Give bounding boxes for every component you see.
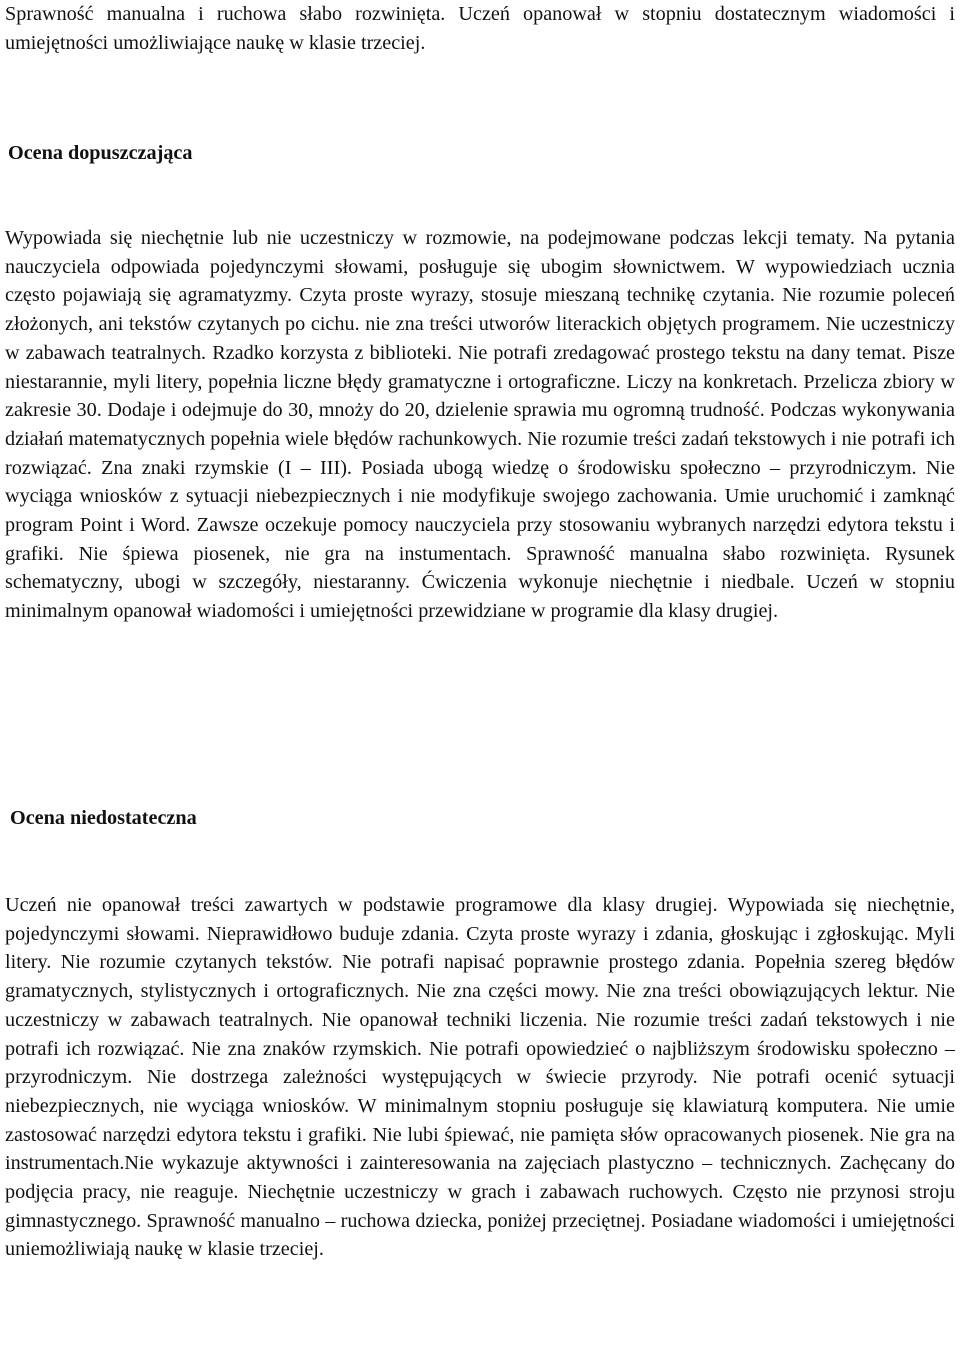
section-heading-niedostateczna: Ocena niedostateczna	[10, 807, 197, 829]
section-heading-dopuszczajaca: Ocena dopuszczająca	[8, 142, 193, 164]
section-body-dopuszczajaca: Wypowiada się niechętnie lub nie uczestniczy w rozmowie, na podejmowane podczas lekcji tematy. Na pytania nauczyciela odpowiada pojedynczymi słowami, posługuje się ubogim słownictwem. W wypowiedziach ucznia często pojawiają się agramatyzmy. Czyta proste wyrazy, stosuje mieszaną technikę czytania. Nie rozumie poleceń złożonych, ani tekstów czytanych po cichu. nie zna treści utworów literackich objętych programem. Nie uczestniczy w zabawach teatralnych. Rzadko korzysta z biblioteki. Nie potrafi zredagować prostego tekstu na dany temat. Pisze niestarannie, myli litery, popełnia liczne błędy gramatyczne i ortograficzne. Liczy na konkretach. Przelicza zbiory w zakresie 30. Dodaje i odejmuje do 30, mnoży do 20, dzielenie sprawia mu ogromną trudność. Podczas wykonywania działań matematycznych popełnia wiele błędów rachunkowych. Nie rozumie treści zadań tekstowych i nie potrafi ich rozwiązać. Zna znaki rzymskie (I – III). Posiada ubogą wiedzę o środowisku społeczno – przyrodniczym. Nie wyciąga wniosków z sytuacji niebezpiecznych i nie modyfikuje swojego zachowania. Umie uruchomić i zamknąć program Point i Word. Zawsze oczekuje pomocy nauczyciela przy stosowaniu wybranych narzędzi edytora tekstu i grafiki. Nie śpiewa piosenek, nie gra na instumentach. Sprawność manualna słabo rozwinięta. Rysunek schematyczny, ubogi w szczegóły, niestaranny. Ćwiczenia wykonuje niechętnie i niedbale. Uczeń w stopniu minimalnym opanował wiadomości i umiejętności przewidziane w programie dla klasy drugiej.	[5, 227, 955, 623]
section-body-niedostateczna: Uczeń nie opanował treści zawartych w podstawie programowe dla klasy drugiej. Wypowiada się niechętnie, pojedynczymi słowami. Nieprawidłowo buduje zdania. Czyta proste wyrazy i zdania, głoskując i zgłoskując. Myli litery. Nie rozumie czytanych tekstów. Nie potrafi napisać poprawnie prostego zdania. Popełnia szereg błędów gramatycznych, stylistycznych i ortograficznych. Nie zna części mowy. Nie zna treści obowiązujących lektur. Nie uczestniczy w zabawach teatralnych. Nie opanował techniki liczenia. Nie rozumie treści zadań tekstowych i nie potrafi ich rozwiązać. Nie zna znaków rzymskich. Nie potrafi opowiedzieć o najbliższym środowisku społeczno – przyrodniczym. Nie dostrzega zależności występujących w świecie przyrody. Nie potrafi ocenić sytuacji niebezpiecznych, nie wyciąga wniosków. W minimalnym stopniu posługuje się klawiaturą komputera. Nie umie zastosować narzędzi edytora tekstu i grafiki. Nie lubi śpiewać, nie pamięta słów opracowanych piosenek. Nie gra na instrumentach.Nie wykazuje aktywności i zainteresowania na zajęciach plastyczno – technicznych. Zachęcany do podjęcia pracy, nie reaguje. Niechętnie uczestniczy w grach i zabawach ruchowych. Często nie przynosi stroju gimnastycznego. Sprawność manualno – ruchowa dziecka, poniżej przeciętnej. Posiadane wiadomości i umiejętności uniemożliwiają naukę w klasie trzeciej.	[5, 894, 955, 1261]
intro-paragraph: Sprawność manualna i ruchowa słabo rozwinięta. Uczeń opanował w stopniu dostatecznym wiadomości i umiejętności umożliwiające naukę w klasie trzeciej.	[5, 3, 955, 54]
